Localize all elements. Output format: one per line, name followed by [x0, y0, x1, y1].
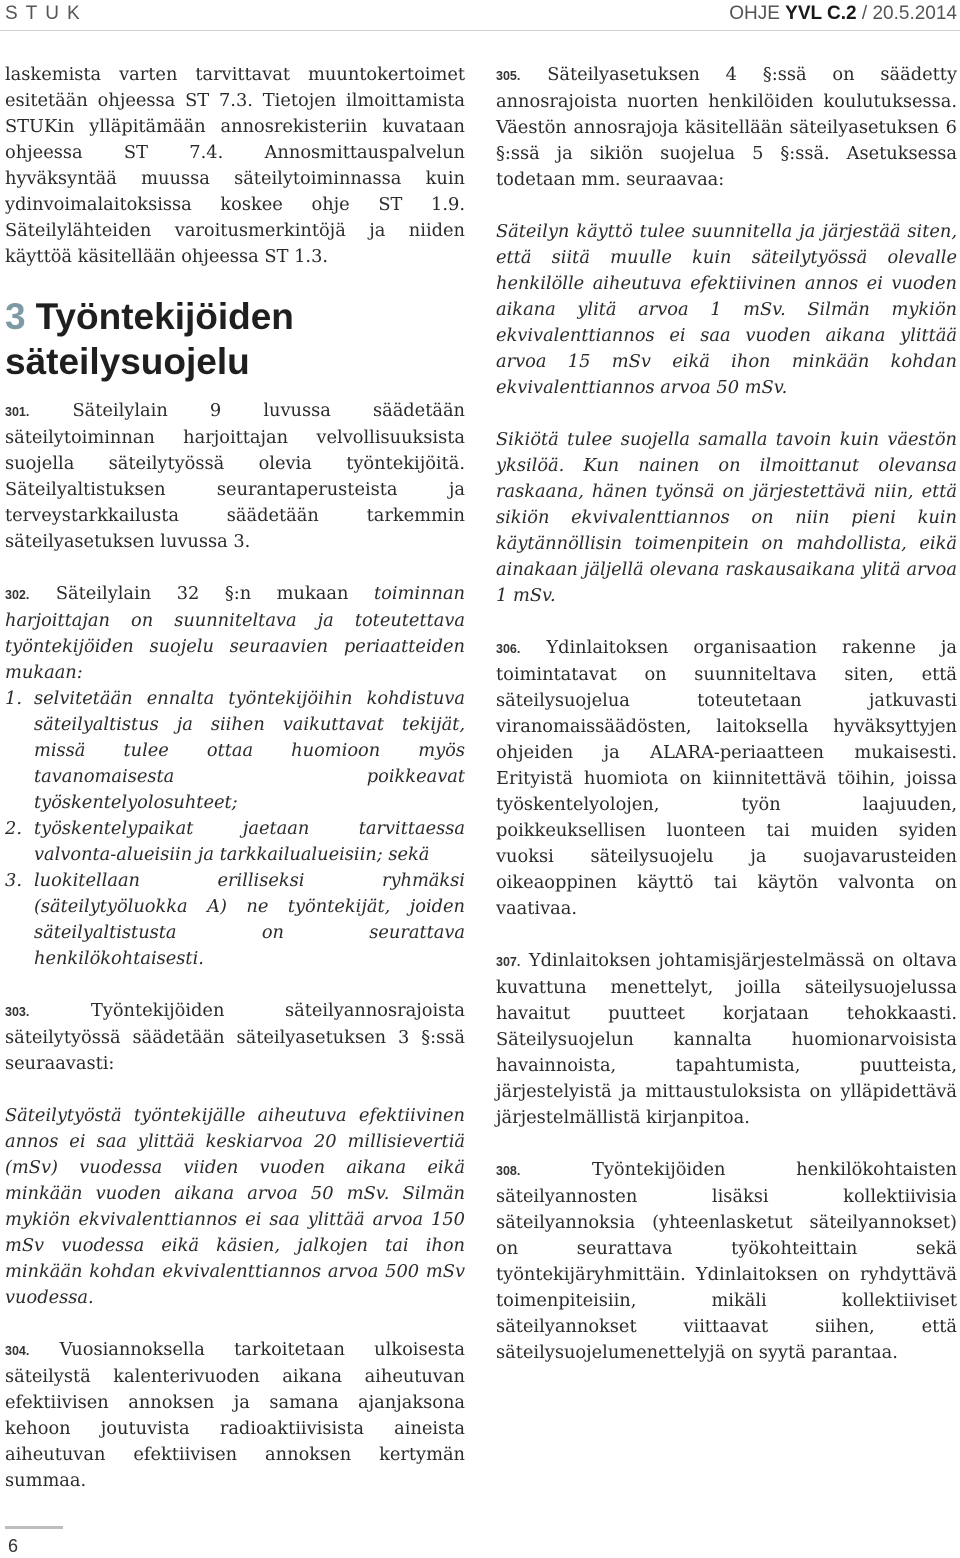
list-item — [5, 686, 465, 816]
paragraph-number: 304. — [5, 1344, 30, 1358]
page-number: 6 — [8, 1536, 19, 1556]
guide-date: / 20.5.2014 — [856, 3, 957, 24]
section-number: 3 — [5, 296, 26, 337]
intro-paragraph: laskemista varten tarvittavat muuntokertoimet esitetään ohjeessa ST 7.3. Tietojen ilmoittamista STUKin ylläpitämään annosrekisteriin kuvataan ohjeessa ST 7.4. Annosmittauspalvelun hyväksyntää muussa säteilytoiminnassa kuin ydinvoimalaitoksissa koskee ohje ST 1.9. Säteilylähteiden varoitusmerkintöjä ja niiden käyttöä käsitellään ohjeessa ST 1.3. — [5, 64, 465, 267]
principles-list — [5, 686, 465, 972]
paragraph-303 — [5, 998, 465, 1077]
section-title: Työntekijöiden säteilysuojelu — [5, 296, 294, 382]
paragraph-308 — [496, 1157, 957, 1366]
list-item-number: 3. — [5, 870, 22, 891]
guide-reference — [729, 3, 957, 25]
paragraph-number: 301. — [5, 405, 30, 419]
right-column — [496, 62, 957, 1366]
section-heading — [5, 294, 465, 384]
guide-code: YVL C.2 — [785, 3, 857, 24]
paragraph-number: 303. — [5, 1005, 30, 1019]
paragraph-text: Ydinlaitoksen johtamisjärjestelmässä on oltava kuvattuna menettelyt, joilla säteilysuojelussa havaitut puutteet korjataan tehokkaasti. Säteilysuojelun kannalta huomionarvoisista havainnoista, tapahtumista, puutteista, järjestelyistä ja mittaustuloksista on ylläpidettävä järjestelmällistä kirjanpitoa. — [496, 950, 957, 1128]
paragraph-text: Säteilylain 9 luvussa säädetään säteilytoiminnan harjoittajan velvollisuuksista suojella säteilytyössä olevia työntekijöitä. Säteilyaltistuksen seurantaperusteista ja terveystarkkailusta säädetään tarkemmin säteilyasetuksen luvussa 3. — [5, 400, 465, 552]
paragraph-number: 308. — [496, 1164, 521, 1178]
list-item-text: selvitetään ennalta työntekijöihin kohdistuva säteilyaltistus ja siihen vaikuttavat tekijät, missä tulee ottaa huomioon myös tavanomaisesta poikkeavat työskentelyolosuhteet; — [34, 688, 465, 813]
paragraph-text: Ydinlaitoksen organisaation rakenne ja toimintatavat on suunniteltava siten, että säteilysuojelua toteutetaan jatkuvasti viranomaissäädösten, laitoksella hyväksyttyjen ohjeiden ja ALARA-periaatteen mukaisesti. Erityistä huomiota on kiinnitettävä töihin, joissa työskentelyolojen, työn laajuuden, poikkeuksellisen luonteen tai muiden syiden vuoksi säteilysuojelu ja suojavarusteiden oikeaoppinen käyttö tai käytön valvonta on vaativaa. — [496, 637, 957, 919]
list-item — [5, 868, 465, 972]
paragraph-number: 302. — [5, 588, 30, 602]
paragraph-306 — [496, 635, 957, 922]
list-item-text: luokitellaan erilliseksi ryhmäksi (säteilytyöluokka A) ne työntekijät, joiden säteilyaltistusta on seurattava henkilökohtaisesti. — [34, 870, 465, 969]
list-item — [5, 816, 465, 868]
paragraph-304 — [5, 1337, 465, 1494]
paragraph-305 — [496, 62, 957, 193]
paragraph-307 — [496, 948, 957, 1131]
header-divider — [0, 30, 960, 31]
paragraph-text: Säteilyasetuksen 4 §:ssä on säädetty annosrajoista nuorten henkilöiden koulutuksessa. Väestön annosrajoja käsitellään säteilyasetuksen 6 §:ssä ja sikiön suojelua 5 §:ssä. Asetuksessa todetaan mm. seuraavaa: — [496, 64, 957, 190]
quote-305-fetus: Sikiötä tulee suojella samalla tavoin kuin väestön yksilöä. Kun nainen on ilmoittanut olevansa raskaana, hänen työnsä on järjestettävä niin, että sikiön ekvivalenttiannos on niin pieni kuin käytännöllisin toimenpitein on mahdollista, eikä ainakaan jäljellä olevana raskausaikana ylitä arvoa 1 mSv. — [496, 429, 957, 606]
footer-rule — [5, 1526, 63, 1529]
quote-303: Säteilytyöstä työntekijälle aiheutuva efektiivinen annos ei saa ylittää keskiarvoa 20 millisievertiä (mSv) vuodessa viiden vuoden aikana eikä minkään vuoden aikana arvoa 50 mSv. Silmän mykiön ekvivalenttiannos ei saa ylittää arvoa 150 mSv vuodessa eikä käsien, jalkojen tai ihon minkään kohdan ekvivalenttiannos arvoa 500 mSv vuodessa. — [5, 1105, 465, 1308]
publisher-name: STUK — [5, 3, 88, 24]
list-item-number: 1. — [5, 688, 22, 709]
left-column — [5, 62, 465, 1494]
list-item-number: 2. — [5, 818, 22, 839]
list-item-text: työskentelypaikat jaetaan tarvittaessa valvonta-alueisiin ja tarkkailualueisiin; sekä — [34, 818, 465, 865]
paragraph-number: 305. — [496, 69, 521, 83]
paragraph-number: 306. — [496, 642, 521, 656]
guide-prefix: OHJE — [729, 3, 786, 24]
paragraph-text: Työntekijöiden henkilökohtaisten säteilyannosten lisäksi kollektiivisia säteilyannoksia (yhteenlasketut säteilyannokset) on seurattava työkohteittain sekä työntekijäryhmittäin. Ydinlaitoksen on ryhdyttävä toimenpiteisiin, mikäli kollektiiviset säteilyannokset viittaavat siihen, että säteilysuojelumenettelyjä on syytä parantaa. — [496, 1159, 957, 1363]
paragraph-text: Vuosiannoksella tarkoitetaan ulkoisesta säteilystä kalenterivuoden aikana aiheutuvan efektiivisen annoksen ja samana ajanjaksona kehoon joutuvista radioaktiivisista aineista aiheutuvan efektiivisen annoksen kertymän summaa. — [5, 1339, 466, 1491]
paragraph-302 — [5, 581, 465, 686]
quote-305-public: Säteilyn käyttö tulee suunnitella ja järjestää siten, että siitä muulle kuin säteilytyössä olevalle henkilölle aiheutuva efektiivinen annos ei vuoden aikana ylitä arvoa 1 mSv. Silmän mykiön ekvivalenttiannos ei saa vuoden aikana ylittää arvoa 15 mSv eikä ihon minkään kohdan ekvivalenttiannos arvoa 50 mSv. — [496, 221, 957, 398]
paragraph-text: Työntekijöiden säteilyannosrajoista säteilytyössä säädetään säteilyasetuksen 3 §:ssä seuraavasti: — [5, 1000, 466, 1074]
paragraph-301 — [5, 398, 465, 555]
paragraph-number: 307. — [496, 955, 521, 969]
paragraph-text: Säteilylain 32 §:n mukaan — [55, 583, 349, 604]
paragraph-quote: toiminnan harjoittajan on suunniteltava ja toteutettava työntekijöiden suojelu seuraavien periaatteiden mukaan: — [5, 583, 466, 683]
